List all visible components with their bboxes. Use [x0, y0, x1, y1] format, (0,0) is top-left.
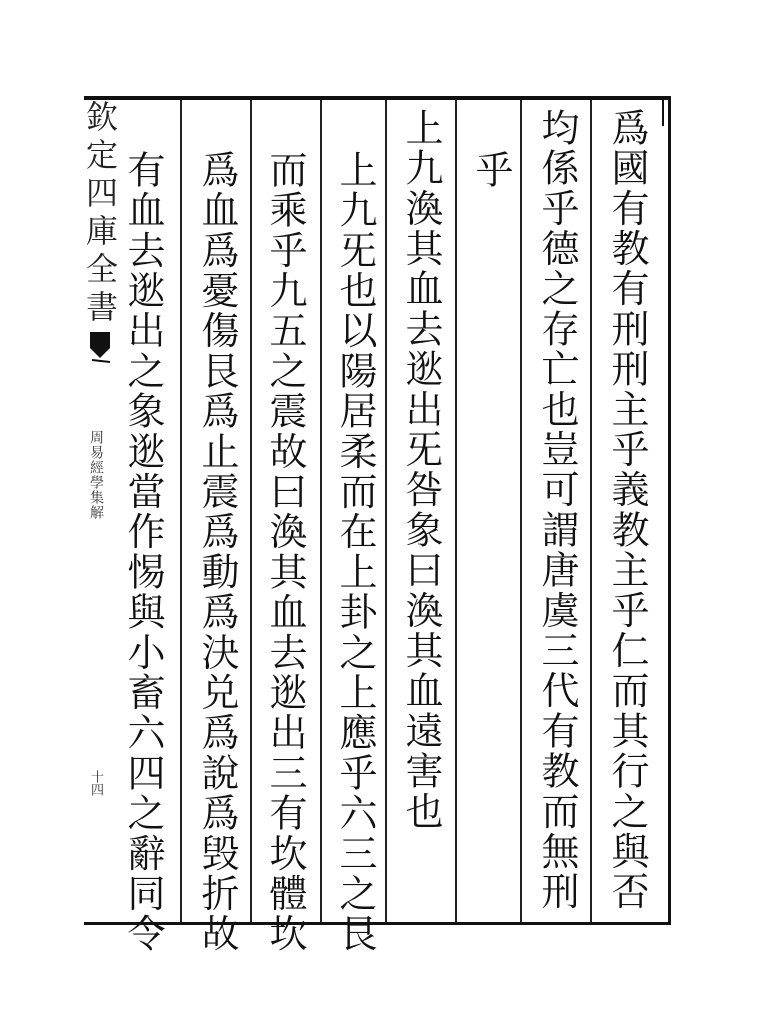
text-column: 而乘乎九五之震故曰渙其血去逖出三有坎體坎: [263, 150, 307, 954]
text-column: 上九旡也以陽居柔而在上卦之上應乎六三之艮: [333, 150, 377, 954]
fish-tail-mark-icon: [88, 330, 112, 364]
frame-edge-mark: [662, 96, 674, 126]
column-rule: [455, 100, 457, 922]
edge-title: 欽定四庫全書: [81, 100, 119, 328]
column-rule: [250, 100, 252, 922]
text-column: 均係乎德之存亡也豈可謂唐虞三代有教而無刑: [535, 108, 579, 912]
column-rule: [180, 100, 182, 922]
column-rule: [320, 100, 322, 922]
text-frame: [81, 96, 671, 925]
column-rule: [385, 100, 387, 922]
column-rule: [520, 100, 522, 922]
column-rule: [590, 100, 592, 922]
text-column: 爲國有教有刑刑主乎義教主乎仁而其行之與否: [605, 108, 649, 912]
text-column: 乎: [469, 150, 513, 191]
text-column: 上九渙其血去逖出旡咎象曰渙其血遠害也: [399, 108, 443, 832]
book-title: 周易經學集解: [88, 430, 104, 520]
page-number: 十四: [88, 770, 103, 796]
text-column: 爲血爲憂傷艮爲止震爲動爲決兑爲說爲毁折故: [195, 150, 239, 954]
text-column: 有血去逖出之象逖當作惕與小畜六四之辭同令: [121, 150, 165, 954]
